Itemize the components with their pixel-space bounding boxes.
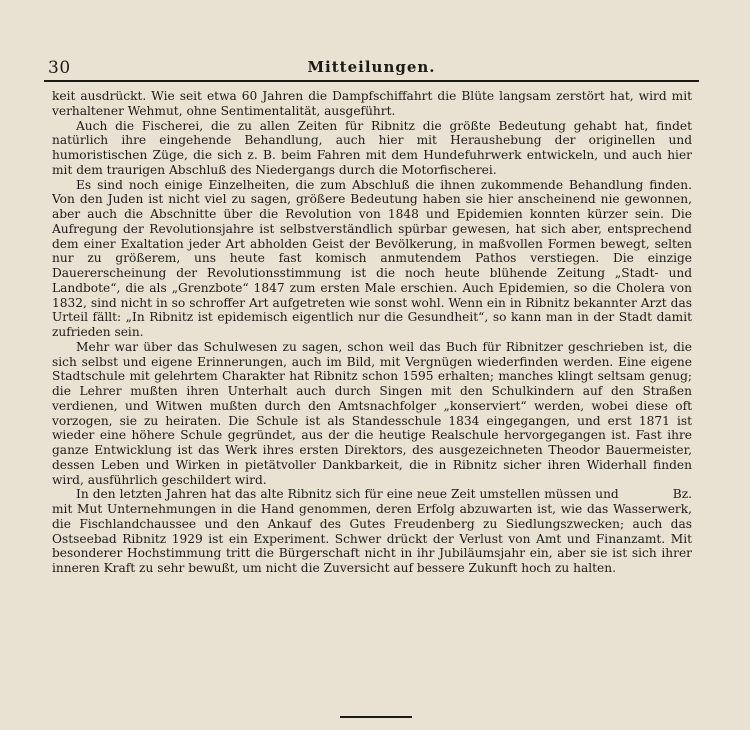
header-rule <box>44 80 699 82</box>
author-signature: Bz. <box>672 487 692 502</box>
footer-rule <box>340 716 412 718</box>
paragraph-letzte-jahre <box>52 487 692 576</box>
paragraph-fischerei: Auch die Fischerei, die zu allen Zeiten für Ribnitz die größte Bedeutung gehabt hat, findet natürlich ihre eingehende Behandlung, auch hier mit Heraushebung der originellen und humoristischen Züge, die sich z. B. beim Fahren mit dem Hundefuhrwerk entwickeln, und auch hier mit dem traurigen Abschluß des Niedergangs durch die Motorfischerei. <box>52 118 692 177</box>
page-header <box>44 58 699 82</box>
article-body <box>52 89 692 576</box>
page-number: 30 <box>48 58 71 78</box>
running-title: Mitteilungen. <box>307 58 436 76</box>
paragraph-einzelheiten: Es sind noch einige Einzelheiten, die zum Abschluß die ihnen zukommende Behandlung finden. Von den Juden ist nicht viel zu sagen, größere Bedeutung haben sie hier anscheinend nie gewonnen, aber auch die Abschnitte über die Revolution von 1848 und Epidemien konnten kürzer sein. Die Aufregung der Revolutionsjahre ist selbstverständlich spürbar gewesen, hat sich aber, entsprechend dem einer Exaltation jeder Art abholden Geist der Bevölkerung, in maßvollen Formen bewegt, selten nur zu größerem, uns heute fast komisch anmutendem Pathos verstiegen. Die einzige Dauererscheinung der Revolutionsstimmung ist die noch heute blühende Zeitung „Stadt- und Landbote“, die als „Grenzbote“ 1847 zum ersten Male erschien. Auch Epidemien, so die Cholera von 1832, sind nicht in so schroffer Art aufgetreten wie sonst wohl. Wenn ein in Ribnitz bekannter Arzt das Urteil fällt: „In Ribnitz ist epidemisch eigentlich nur die Gesundheit“, so kann man in der Stadt damit zufrieden sein. <box>52 177 692 339</box>
paragraph-schulwesen: Mehr war über das Schulwesen zu sagen, schon weil das Buch für Ribnitzer geschrieben ist, die sich selbst und eigene Erinnerungen, auch im Bild, mit Vergnügen wiederfinden werden. Eine eigene Stadtschule mit gelehrtem Charakter hat Ribnitz schon 1595 erhalten; manches klingt seltsam genug; die Lehrer mußten ihren Unterhalt auch durch Singen mit den Schulkindern auf den Straßen verdienen, und Witwen mußten durch den Amtsnachfolger „konserviert“ werden, wobei diese oft vorzogen, sie zu heiraten. Die Schule ist als Standesschule 1834 eingegangen, und erst 1871 ist wieder eine höhere Schule gegründet, aus der die heutige Realschule hervorgegangen ist. Fast ihre ganze Entwicklung ist das Werk ihres ersten Direktors, des ausgezeichneten Theodor Bauermeister, dessen Leben und Wirken in pietätvoller Dankbarkeit, die in Ribnitz sicher ihren Widerhall finden wird, ausführlich geschildert wird. <box>52 339 692 487</box>
paragraph-continuation: keit ausdrückt. Wie seit etwa 60 Jahren die Dampfschiffahrt die Blüte langsam zerstört hat, wird mit verhaltener Wehmut, ohne Sentimentalität, ausgeführt. <box>52 89 692 118</box>
paragraph-letzte-jahre-text: In den letzten Jahren hat das alte Ribnitz sich für eine neue Zeit umstellen müssen und mit Mut Unternehmungen in die Hand genommen, deren Erfolg abzuwarten ist, wie das Wasserwerk, die Fischlandchaussee und den Ankauf des Gutes Freudenberg zu Siedlungszwecken; auch das Ostseebad Ribnitz 1929 ist ein Experiment. Schwer drückt der Verlust von Amt und Finanzamt. Mit besonderer Hochstimmung tritt die Bürgerschaft nicht in ihr Jubiläumsjahr ein, aber sie ist sich ihrer inneren Kraft zu sehr bewußt, um nicht die Zuversicht auf bessere Zukunft hoch zu halten. <box>52 487 692 575</box>
